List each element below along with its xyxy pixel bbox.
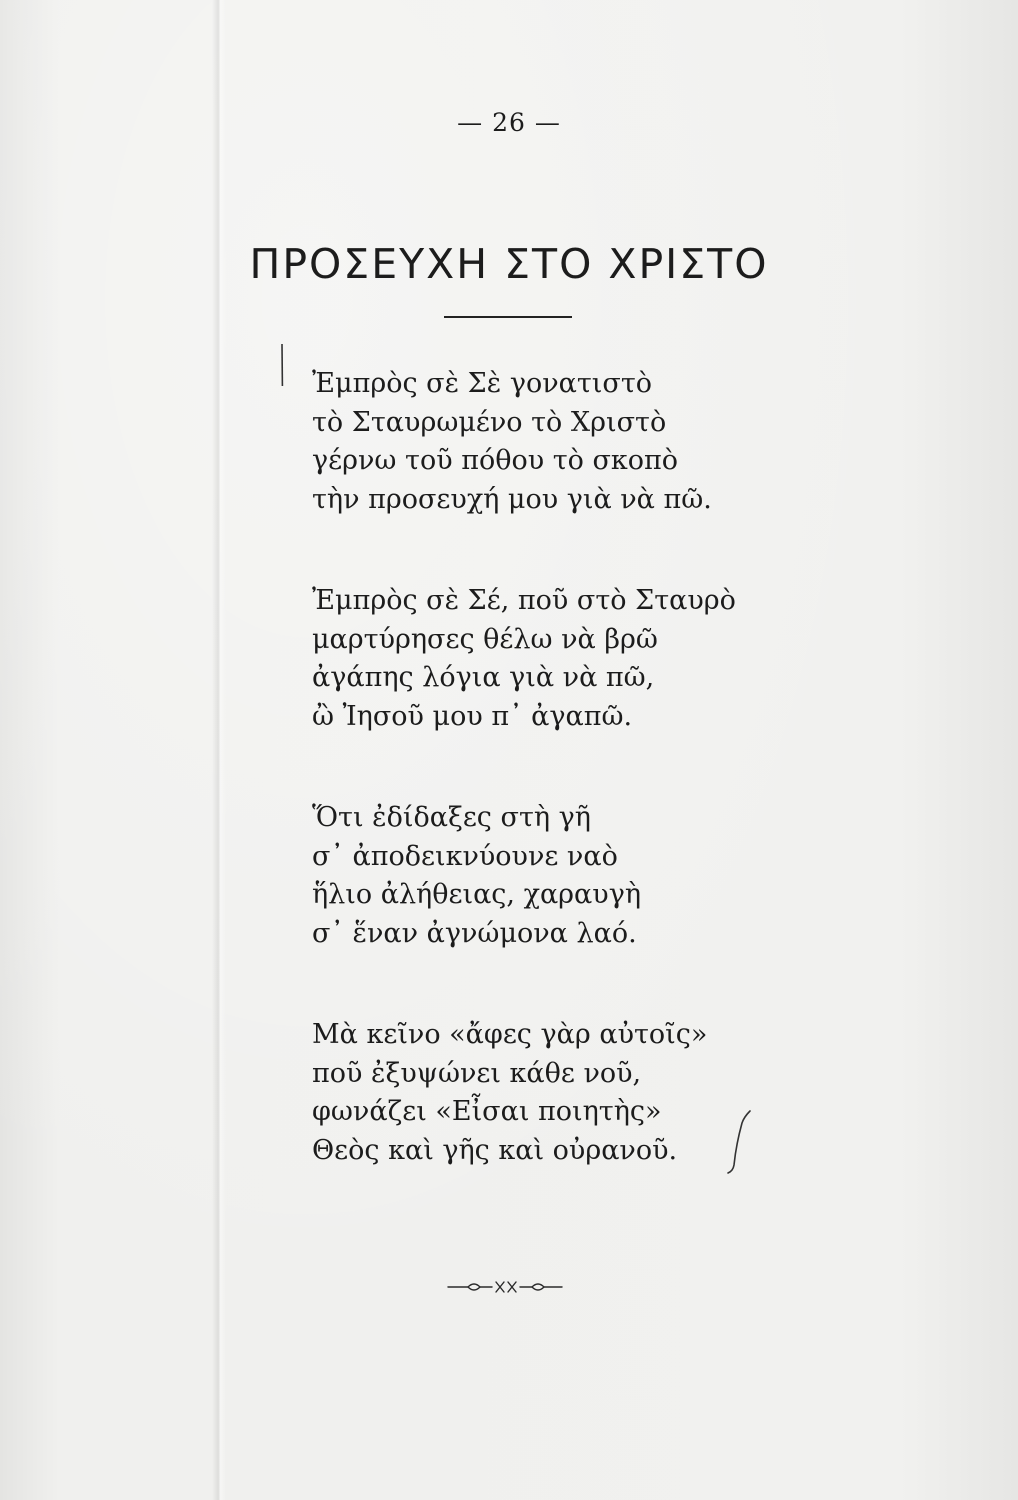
- stanza-4-line-1: Μὰ κεῖνο «ἄφες γὰρ αὐτοῖς»: [312, 1019, 708, 1050]
- stanza-4-line-2: ποῦ ἐξυψώνει κάθε νοῦ,: [312, 1057, 642, 1089]
- stanza-1-line-3: γέρνω τοῦ πόθου τὸ σκοπὸ: [312, 445, 679, 476]
- stanza-4-line-4: Θεὸς καὶ γῆς καὶ οὐρανοῦ.: [312, 1134, 678, 1166]
- stanza-2-line-3: ἀγάπης λόγια γιὰ νὰ πῶ,: [312, 662, 655, 693]
- stanza-1-line-1: Ἐμπρὸς σὲ Σὲ γονατιστὸ: [312, 368, 653, 399]
- end-ornament: [446, 1278, 576, 1296]
- page-number: — 26 —: [457, 108, 561, 137]
- stanza-3: [312, 799, 772, 953]
- stanza-2-line-2: μαρτύρησες θέλω νὰ βρῶ: [312, 623, 658, 655]
- stanza-3-line-1: Ὅτι ἐδίδαξες στὴ γῆ: [312, 802, 591, 833]
- page-fold-shadow: [212, 0, 226, 1500]
- stanza-3-line-4: σ᾿ ἕναν ἀγνώμονα λαό.: [312, 917, 637, 949]
- stanza-2-line-1: Ἐμπρὸς σὲ Σέ, ποῦ στὸ Σταυρὸ: [312, 585, 736, 616]
- pen-mark-right: [700, 1105, 760, 1175]
- poem-title: ΠΡΟΣΕΥΧΗ ΣΤΟ ΧΡΙΣΤΟ: [249, 240, 769, 288]
- stanza-1-line-4: τὴν προσευχή μου γιὰ νὰ πῶ.: [312, 483, 712, 515]
- stanza-3-line-3: ἥλιο ἀλήθειας, χαραυγὴ: [312, 879, 642, 910]
- stanza-1: [312, 365, 772, 519]
- stanza-2: [312, 582, 772, 736]
- stanza-4-line-3: φωνάζει «Εἶσαι ποιητὴς»: [312, 1096, 662, 1127]
- title-underline: [444, 316, 572, 318]
- pen-mark-left: [280, 344, 284, 386]
- stanza-2-line-4: ὢ Ἰησοῦ μου π᾿ ἀγαπῶ.: [312, 700, 633, 732]
- stanza-1-line-2: τὸ Σταυρωμένο τὸ Χριστὸ: [312, 406, 667, 438]
- stanza-3-line-2: σ᾿ ἀποδεικνύουνε ναὸ: [312, 840, 618, 872]
